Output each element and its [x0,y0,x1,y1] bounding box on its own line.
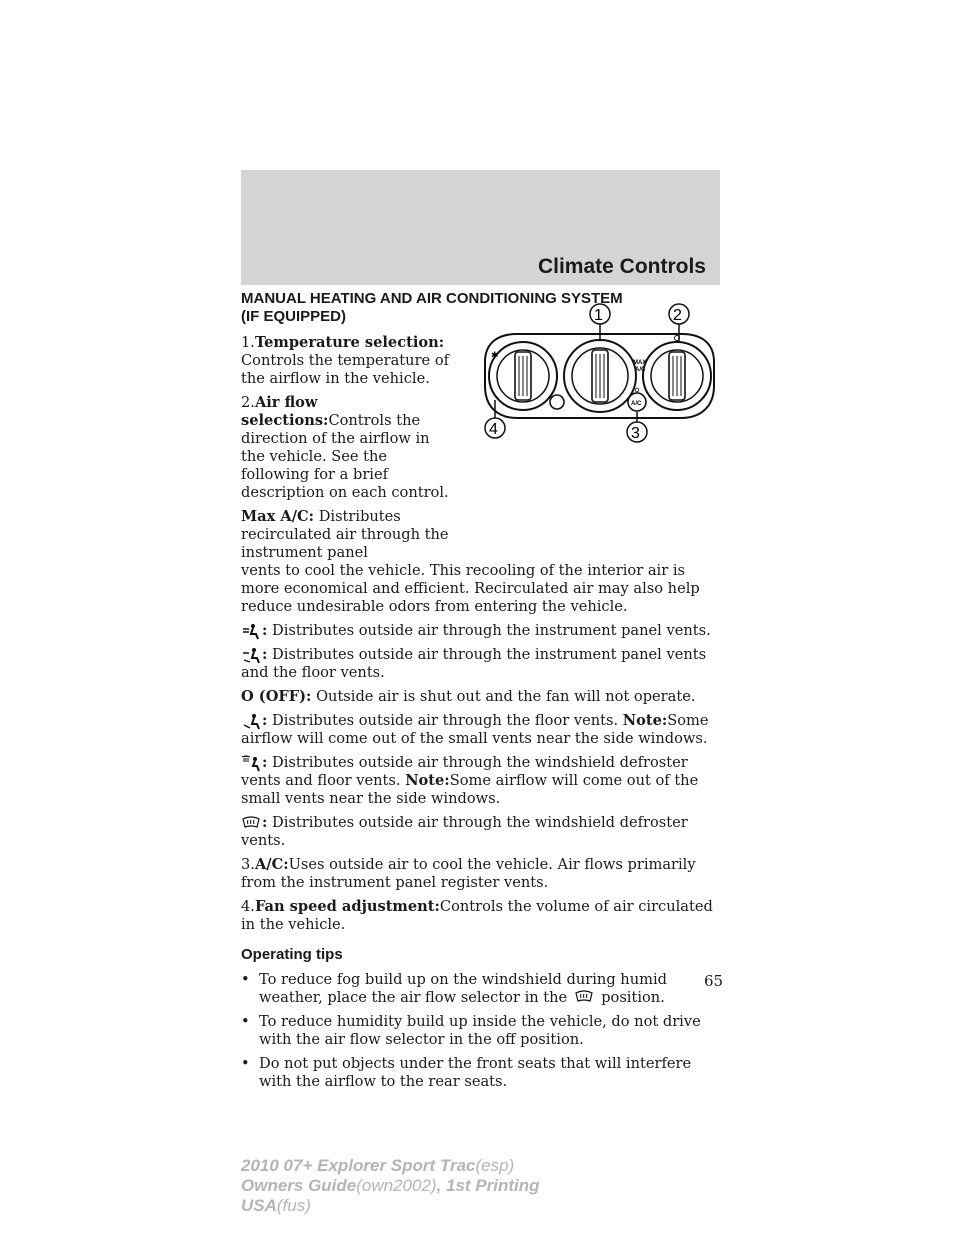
item-ac: 3.A/C:Uses outside air to cool the vehicle. Air flows primarily from the instrument panel register vents. [241,856,696,891]
page-heading: MANUAL HEATING AND AIR CONDITIONING SYSTEM (IF EQUIPPED) [241,290,623,325]
mode-floor: : Distributes outside air through the floor vents. Note:Some airflow will come out of the small vents near the side windows. [241,712,709,747]
page-number: 65 [704,972,724,990]
defrost-icon [573,989,595,1006]
tip-item: • To reduce fog build up on the windshield during humid weather, place the air flow selector in the position. [241,971,667,1006]
mode-panel-floor: : Distributes outside air through the instrument panel vents and the floor vents. [241,646,707,681]
mode-off: O (OFF): Outside air is shut out and the fan will not operate. [241,688,696,705]
tip-item: • Do not put objects under the front seats that will interfere with the airflow to the rear seats. [241,1055,692,1090]
floor-defrost-icon [241,755,261,772]
svg-text:MAX: MAX [633,360,647,366]
svg-text:✱: ✱ [491,351,499,361]
page-content [241,290,724,1097]
item-fan-speed: 4.Fan speed adjustment:Controls the volume of air circulated in the vehicle. [241,898,713,933]
footer: 2010 07+ Explorer Sport Trac(esp) Owners Guide(own2002), 1st Printing USA(fus) [241,1156,540,1215]
section-title: Climate Controls [537,255,706,278]
section-header [241,170,720,285]
item-temperature: 1.Temperature selection: Controls the temperature of the airflow in the vehicle. [241,334,450,387]
tip-item: • To reduce humidity build up inside the vehicle, do not drive with the air flow selector in the off position. [241,1013,701,1048]
svg-text:A/C: A/C [631,401,642,407]
mode-defrost: : Distributes outside air through the windshield defroster vents. [241,814,688,849]
svg-text:1: 1 [594,307,603,324]
floor-vent-icon [241,713,261,730]
mode-floor-defrost: : Distributes outside air through the windshield defroster vents and floor vents. Note:Some airflow will come out of the small vents near the side windows. [241,754,699,807]
item-air-flow: 2.Air flow selections:Controls the direction of the airflow in the vehicle. See the following for a brief description on each control. [241,394,449,501]
item-max-ac: Max A/C: Distributes recirculated air through the instrument panel vents to cool the vehicle. This recooling of the interior air is more economical and efficient. Recirculated air may also help reduce undesirable odors from entering the vehicle. [241,508,700,615]
svg-text:4: 4 [489,421,498,438]
operating-tips-heading: Operating tips [241,946,343,963]
defrost-icon [241,815,261,832]
panel-floor-vent-icon [241,647,261,664]
svg-text:A/C: A/C [635,367,646,373]
svg-text:3: 3 [631,425,640,442]
mode-panel: : Distributes outside air through the instrument panel vents. [241,622,721,640]
panel-vent-icon [241,623,261,640]
svg-text:2: 2 [673,307,682,324]
